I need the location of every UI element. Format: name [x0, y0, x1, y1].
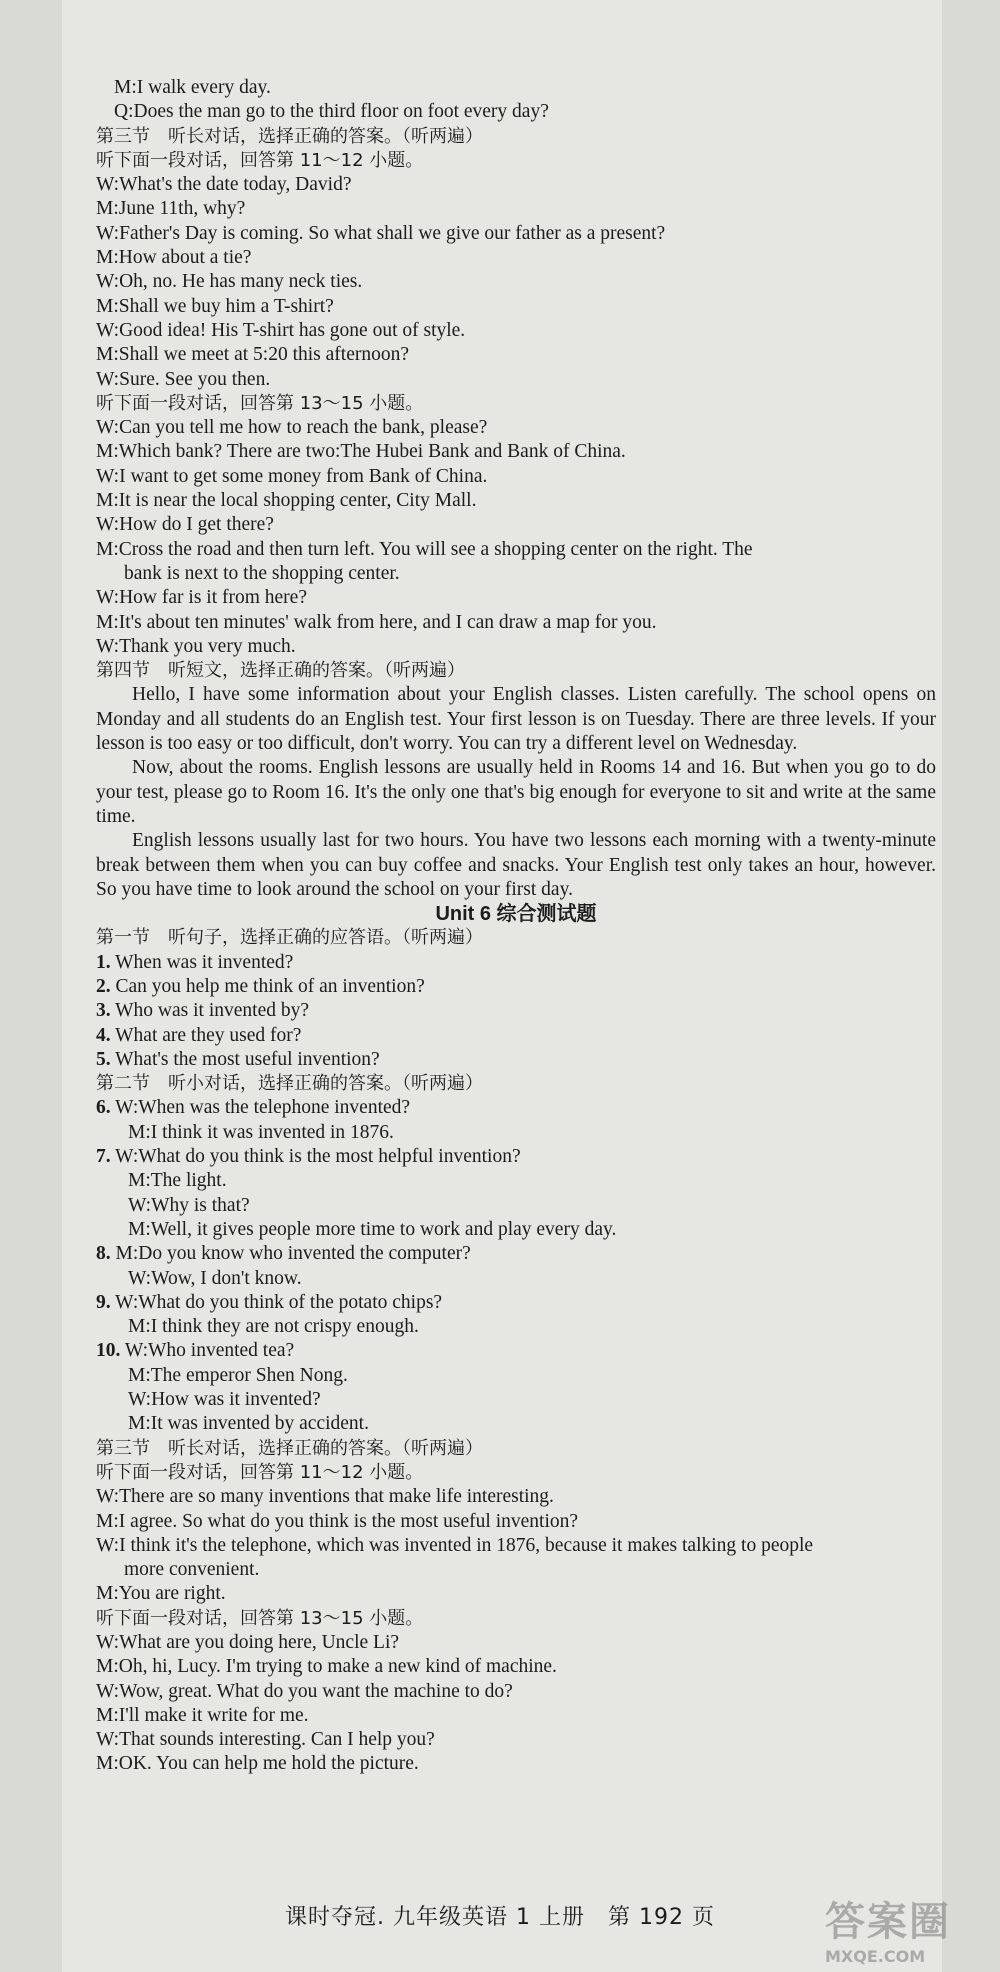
- dialogue-line: [96, 368, 936, 392]
- dialogue-line: [96, 295, 936, 319]
- unit6-line: [96, 1461, 936, 1485]
- dialogue-line: [96, 392, 936, 416]
- line-text: M:I think it was invented in 1876.: [128, 1121, 394, 1143]
- line-text: more convenient.: [124, 1559, 260, 1581]
- unit6-line: [96, 1704, 936, 1728]
- line-text: 第二节 听小对话，选择正确的答案。（听两遍）: [96, 1073, 483, 1095]
- unit6-line: [96, 1096, 936, 1120]
- dialogue-line: [96, 489, 936, 513]
- unit6-line: [96, 1388, 936, 1412]
- dialogue-line: [96, 149, 936, 173]
- line-text: M:OK. You can help me hold the picture.: [96, 1753, 419, 1775]
- line-text: W:What do you think is the most helpful invention?: [110, 1146, 521, 1168]
- dialogue-line: [96, 586, 936, 610]
- question-number: 5.: [96, 1048, 111, 1070]
- question-number: 1.: [96, 951, 111, 973]
- unit6-line: [96, 926, 936, 950]
- line-text: W:That sounds interesting. Can I help you?: [96, 1729, 435, 1751]
- passage-paragraph: Hello, I have some information about your English classes. Listen carefully. The school opens on Monday and all students do an English test. Your first lesson is on Tuesday. There are three levels. If your lesson is too easy or too difficult, don't worry. You can try a different level on Wednesday.: [96, 684, 936, 755]
- question-number: 6.: [96, 1097, 111, 1119]
- passage-paragraph: Now, about the rooms. English lessons are usually held in Rooms 14 and 16. But when you go to do your test, please go to Room 16. It's the only one that's big enough for everyone to sit and write at the same time.: [96, 757, 936, 827]
- dialogue-line: [96, 440, 936, 464]
- passage: [96, 683, 936, 902]
- line-text: W:Father's Day is coming. So what shall we give our father as a present?: [96, 222, 666, 244]
- dialogue-line: [96, 125, 936, 149]
- question-number: 2.: [96, 975, 111, 997]
- line-text: M:Shall we meet at 5:20 this afternoon?: [96, 344, 410, 366]
- line-text: M:Well, it gives people more time to work and play every day.: [128, 1218, 617, 1240]
- dialogue-line: [96, 611, 936, 635]
- line-text: M:How about a tie?: [96, 247, 252, 269]
- dialogue-line: [96, 538, 936, 562]
- dialogue-line: [96, 343, 936, 367]
- line-text: M:Cross the road and then turn left. You will see a shopping center on the right. The: [96, 538, 753, 560]
- dialogue-line: [96, 246, 936, 270]
- dialogue-line: [96, 76, 936, 100]
- line-text: What are they used for?: [110, 1024, 302, 1046]
- unit6-line: [96, 1169, 936, 1193]
- dialogue-line: [96, 100, 936, 124]
- unit6-line: [96, 1558, 936, 1582]
- dialogue-line: [96, 222, 936, 246]
- line-text: W:I want to get some money from Bank of China.: [96, 465, 488, 487]
- line-text: 第三节 听长对话，选择正确的答案。（听两遍）: [96, 125, 483, 147]
- unit6-line: [96, 1412, 936, 1436]
- unit6-line: [96, 1194, 936, 1218]
- line-text: M:The emperor Shen Nong.: [128, 1364, 348, 1386]
- unit6-line: [96, 1242, 936, 1266]
- line-text: M:The light.: [128, 1170, 227, 1192]
- line-text: M:Oh, hi, Lucy. I'm trying to make a new kind of machine.: [96, 1656, 557, 1678]
- unit6-line: [96, 1024, 936, 1048]
- question-number: 3.: [96, 1000, 111, 1022]
- passage-paragraph: English lessons usually last for two hours. You have two lessons each morning with a twenty-minute break between them when you can buy coffee and snacks. Your English test only takes an hour, however. So you have time to look around the school on your first day.: [96, 830, 936, 900]
- unit6-line: [96, 1655, 936, 1679]
- dialogue-line: [96, 562, 936, 586]
- question-number: 9.: [96, 1291, 111, 1313]
- unit6-line: [96, 999, 936, 1023]
- line-text: W:Why is that?: [128, 1194, 250, 1216]
- line-text: 第三节 听长对话，选择正确的答案。（听两遍）: [96, 1437, 483, 1459]
- line-text: W:I think it's the telephone, which was invented in 1876, because it makes talking to people: [96, 1534, 814, 1556]
- line-text: M:It's about ten minutes' walk from here, and I can draw a map for you.: [96, 611, 657, 633]
- line-text: M:Shall we buy him a T-shirt?: [96, 295, 334, 317]
- dialogue-line: [96, 416, 936, 440]
- line-text: W:How do I get there?: [96, 514, 274, 536]
- unit6-line: [96, 1291, 936, 1315]
- page-content: [96, 76, 936, 1777]
- line-text: W:Sure. See you then.: [96, 368, 271, 390]
- dialogue-line: [96, 319, 936, 343]
- line-text: Q:Does the man go to the third floor on foot every day?: [114, 101, 549, 123]
- unit6-line: [96, 1534, 936, 1558]
- unit6-line: [96, 1510, 936, 1534]
- line-text: M:Which bank? There are two:The Hubei Bank and Bank of China.: [96, 441, 626, 463]
- unit6-line: [96, 1631, 936, 1655]
- dialogue-line: [96, 270, 936, 294]
- unit6-line: [96, 1145, 936, 1169]
- unit6-line: [96, 1339, 936, 1363]
- watermark-logo: 答案圈 MXQE.COM: [825, 1899, 951, 1966]
- dialogue-line: [96, 513, 936, 537]
- unit6-line: [96, 1437, 936, 1461]
- page-footer: 课时夺冠. 九年级英语 1 上册 第 192 页: [285, 1905, 715, 1930]
- dialogue-line: [96, 659, 936, 683]
- line-text: 听下面一段对话，回答第 11～12 小题。: [96, 1461, 424, 1483]
- line-text: 听下面一段对话，回答第 13～15 小题。: [96, 392, 424, 414]
- line-text: M:I'll make it write for me.: [96, 1704, 309, 1726]
- line-text: M:It is near the local shopping center, City Mall.: [96, 490, 477, 512]
- unit6-line: [96, 1048, 936, 1072]
- line-text: W:How far is it from here?: [96, 587, 307, 609]
- unit6-line: [96, 1121, 936, 1145]
- line-text: M:I think they are not crispy enough.: [128, 1316, 419, 1338]
- line-text: W:Wow, I don't know.: [128, 1267, 302, 1289]
- line-text: W:Can you tell me how to reach the bank, please?: [96, 417, 488, 439]
- question-number: 4.: [96, 1024, 111, 1046]
- dialogue-line: [96, 197, 936, 221]
- line-text: M:It was invented by accident.: [128, 1413, 369, 1435]
- unit6-line: [96, 1315, 936, 1339]
- line-text: M:I agree. So what do you think is the most useful invention?: [96, 1510, 579, 1532]
- line-text: M:I walk every day.: [114, 77, 271, 98]
- unit6-line: [96, 1218, 936, 1242]
- line-text: W:Who invented tea?: [120, 1340, 295, 1362]
- unit6-line: [96, 1582, 936, 1606]
- line-text: W:Wow, great. What do you want the machine to do?: [96, 1680, 513, 1702]
- line-text: What's the most useful invention?: [110, 1048, 380, 1070]
- unit-title: Unit 6 综合测试题: [435, 903, 597, 926]
- line-text: W:How was it invented?: [128, 1389, 321, 1411]
- line-text: W:What do you think of the potato chips?: [110, 1291, 443, 1313]
- unit6-line: [96, 1485, 936, 1509]
- line-text: 第一节 听句子，选择正确的应答语。（听两遍）: [96, 927, 483, 949]
- dialogue-line: [96, 635, 936, 659]
- line-text: Can you help me think of an invention?: [110, 975, 425, 997]
- dialogue-line: [96, 173, 936, 197]
- unit6-test: [96, 926, 936, 1776]
- unit6-line: [96, 1752, 936, 1776]
- line-text: W:There are so many inventions that make life interesting.: [96, 1486, 554, 1508]
- unit6-line: [96, 951, 936, 975]
- line-text: M:Do you know who invented the computer?: [110, 1243, 471, 1265]
- unit6-line: [96, 975, 936, 999]
- line-text: Who was it invented by?: [110, 1000, 310, 1022]
- line-text: W:Good idea! His T-shirt has gone out of style.: [96, 319, 466, 341]
- line-text: W:When was the telephone invented?: [110, 1097, 411, 1119]
- line-text: W:Oh, no. He has many neck ties.: [96, 271, 363, 293]
- dialogue-line: [96, 465, 936, 489]
- question-number: 10.: [96, 1340, 121, 1362]
- question-number: 8.: [96, 1243, 111, 1265]
- unit6-line: [96, 1680, 936, 1704]
- line-text: 第四节 听短文，选择正确的答案。（听两遍）: [96, 660, 465, 682]
- line-text: W:What are you doing here, Uncle Li?: [96, 1632, 400, 1653]
- line-text: M:June 11th, why?: [96, 198, 246, 220]
- unit6-line: [96, 1728, 936, 1752]
- question-number: 7.: [96, 1146, 111, 1168]
- line-text: 听下面一段对话，回答第 11～12 小题。: [96, 149, 424, 171]
- unit6-line: [96, 1072, 936, 1096]
- section-listening-part3-4: [96, 76, 936, 683]
- line-text: M:You are right.: [96, 1583, 226, 1605]
- unit6-line: [96, 1607, 936, 1631]
- line-text: W:What's the date today, David?: [96, 174, 352, 196]
- line-text: bank is next to the shopping center.: [124, 562, 400, 584]
- unit6-line: [96, 1267, 936, 1291]
- unit6-line: [96, 1364, 936, 1388]
- line-text: When was it invented?: [110, 951, 294, 973]
- line-text: W:Thank you very much.: [96, 635, 296, 657]
- line-text: 听下面一段对话，回答第 13～15 小题。: [96, 1607, 424, 1629]
